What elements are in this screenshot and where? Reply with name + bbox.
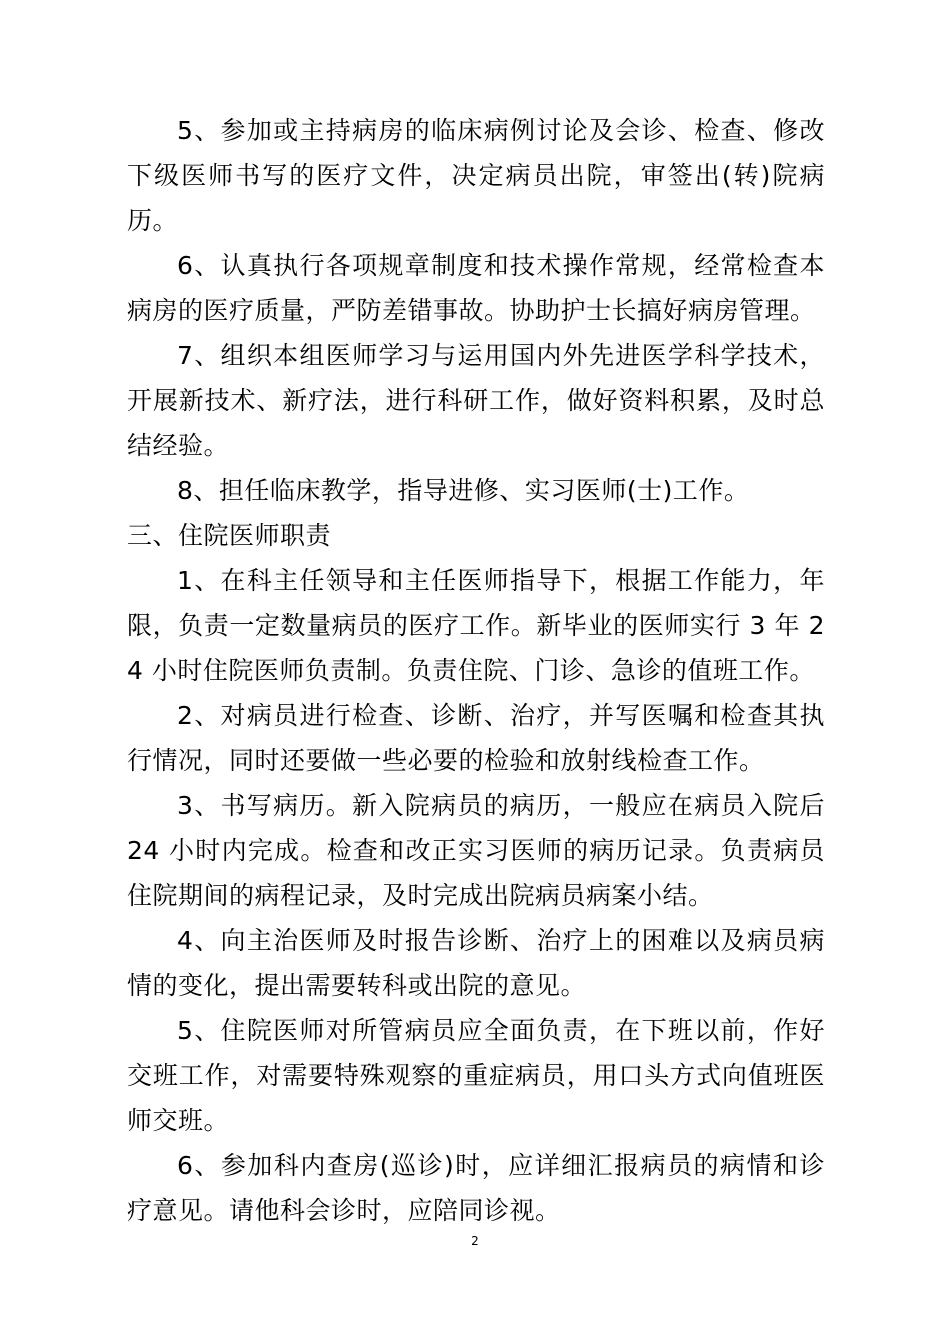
resident-duty-6: 6、参加科内查房(巡诊)时，应详细汇报病员的病情和诊疗意见。请他科会诊时，应陪同诊视。: [127, 1151, 825, 1225]
resident-duty-2: 2、对病员进行检查、诊断、治疗，并写医嘱和检查其执行情况，同时还要做一些必要的检验和放射线检查工作。: [127, 701, 825, 775]
document-body: [127, 108, 825, 1233]
page-number: 2: [471, 1234, 479, 1248]
resident-duty-3: 3、书写病历。新入院病员的病历，一般应在病员入院后 24 小时内完成。检查和改正实习医师的病历记录。负责病员住院期间的病程记录，及时完成出院病员病案小结。: [127, 791, 825, 910]
resident-duty-4: 4、向主治医师及时报告诊断、治疗上的困难以及病员病情的变化，提出需要转科或出院的意见。: [127, 926, 825, 1000]
paragraph-item-8: 8、担任临床教学，指导进修、实习医师(士)工作。: [177, 476, 750, 505]
resident-duty-5: 5、住院医师对所管病员应全面负责，在下班以前，作好交班工作，对需要特殊观察的重症病员，用口头方式向值班医师交班。: [127, 1016, 825, 1135]
section-heading: 三、住院医师职责: [127, 521, 332, 550]
paragraph-item-6: 6、认真执行各项规章制度和技术操作常规，经常检查本病房的医疗质量，严防差错事故。协助护士长搞好病房管理。: [127, 251, 825, 325]
paragraph-item-7: 7、组织本组医师学习与运用国内外先进医学科学技术，开展新技术、新疗法，进行科研工作，做好资料积累，及时总结经验。: [127, 341, 825, 460]
resident-duty-1: 1、在科主任领导和主任医师指导下，根据工作能力，年限，负责一定数量病员的医疗工作。新毕业的医师实行 3 年 24 小时住院医师负责制。负责住院、门诊、急诊的值班工作。: [127, 566, 825, 685]
paragraph-item-5: 5、参加或主持病房的临床病例讨论及会诊、检查、修改下级医师书写的医疗文件，决定病员出院，审签出(转)院病历。: [127, 116, 825, 235]
